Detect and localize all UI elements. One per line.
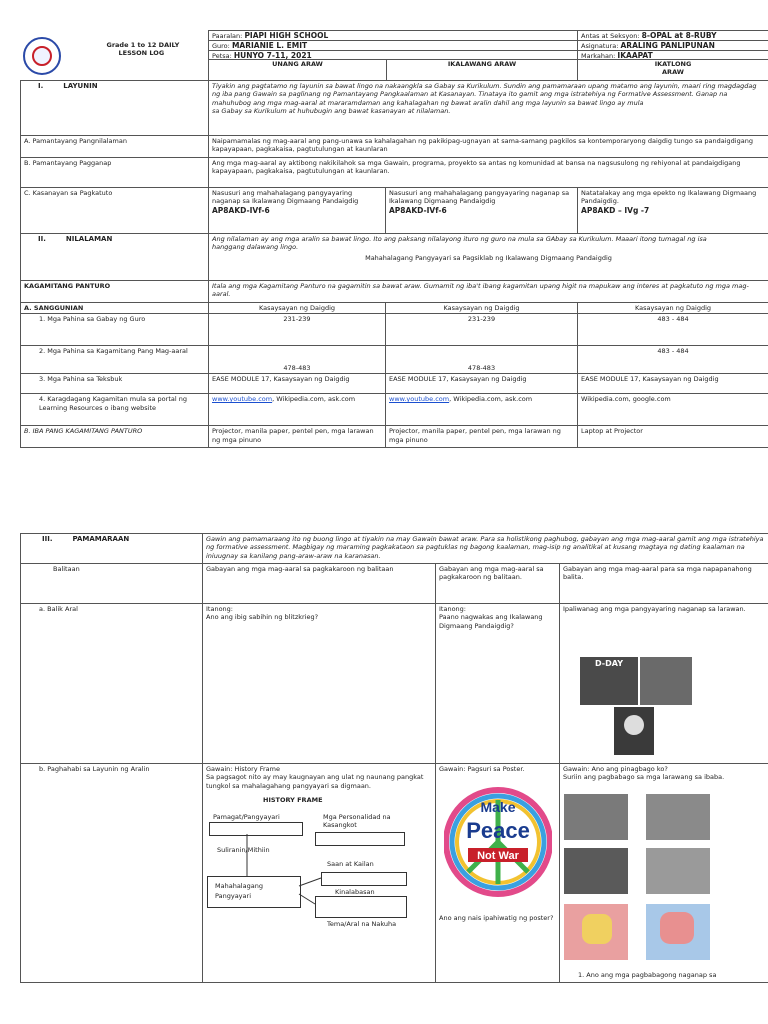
header-title-line1: Grade 1 to 12 DAILY — [106, 40, 180, 49]
iba-label: B. IBA PANG KAGAMITANG PANTURO — [21, 426, 209, 448]
frame-pamagat: Pamagat/Pangyayari — [213, 813, 280, 821]
class-info-cell: Antas at Seksyon: 8-OPAL at 8-RUBY Asignatura: ARALING PANLIPUNAN Markahan: IKAAPAT IKATLONG ARAW — [578, 31, 768, 81]
sanggunian-book-day1: Kasaysayan ng Daigdig — [209, 303, 386, 314]
kagamitan-text: Itala ang mga Kagamitang Panturo na gagamitin sa bawat araw. Gumamit ng iba't ibang kagamitan upang higit na mapukaw ang interes at pagkatuto ng mga mag-aaral. — [209, 281, 768, 303]
header-title-line2: LESSON LOG — [118, 48, 165, 57]
guro-value: MARIANIE L. EMIT — [231, 41, 308, 50]
frame-kinalabasan: Kinalabasan — [335, 888, 375, 896]
day1-header: UNANG ARAW — [209, 60, 387, 80]
day2-header: IKALAWANG ARAW — [447, 60, 517, 68]
dagdag-day1: www.youtube.com, Wikipedia.com, ask.com — [209, 394, 386, 426]
poster-question: Ano ang nais ipahiwatig ng poster? — [439, 914, 554, 922]
city-before-photo — [564, 794, 628, 840]
iba-day2: Projector, manila paper, pentel pen, mga larawan ng mga pinuno — [386, 426, 578, 448]
city-ruins-photo — [646, 794, 710, 840]
sanggunian-book-day2: Kasaysayan ng Daigdig — [386, 303, 578, 314]
frame-arrows — [203, 764, 436, 983]
teksbuk-day1: EASE MODULE 17, Kasaysayan ng Daigdig — [209, 374, 386, 394]
lesson-log-table-bottom — [20, 533, 768, 983]
kasanayan-day3: Natatalakay ang mga epekto ng Ikalawang Digmaang Pandaigdig. AP8AKD – IVg -7 — [578, 188, 768, 234]
poster-not-war: Not War — [477, 850, 519, 862]
paghahabi-label: b. Paghahabi sa Layunin ng Aralin — [21, 764, 203, 983]
bomb-cloud-photo — [614, 707, 654, 755]
kagamitan-pahina-label: 2. Mga Pahina sa Kagamitang Pang Mag-aaral — [21, 346, 209, 374]
europe-map-after — [646, 904, 710, 960]
nilalaman-heading: II. NILALAMAN — [21, 234, 209, 281]
layunin-text: Tiyakin ang pagtatamo ng layunin sa bawat lingo na nakaangkla sa Gabay sa Kurikulum. Sundin ang pamamaraan upang matamo ang layunin, maari ring magdagdag ng iba pang Gawain sa paglinang ng Pamantayang Pangkaalaman at Kasanayan. Tinataya ito gamit ang mga istratehiya ng Formative Assessment. Ganap na mahuhubog ang mga mag-aaral at mararamdaman ang kahalagahan ng bawat aralin dahil ang mga layunin sa bawat lingo ay mula sa Gabay sa Kurikulum at huhubugin ang bawat kasanayan at nilalaman. — [209, 81, 768, 136]
europe-map-before — [564, 904, 628, 960]
youtube-link[interactable]: www.youtube.com — [389, 395, 450, 404]
petsa-value: HUNYO 7-11, 2021 — [233, 51, 312, 60]
kasanayan-day2: Nasusuri ang mahahalagang pangyayaring naganap sa Ikalawang Digmaang Pandaigdig AP8AKD-IVf-6 — [386, 188, 578, 234]
soldiers-photo — [640, 657, 692, 705]
iba-day3: Laptop at Projector — [578, 426, 768, 448]
frame-tema: Tema/Aral na Nakuha — [327, 920, 397, 928]
dagdag-day2: www.youtube.com, Wikipedia.com, ask.com — [386, 394, 578, 426]
pamamaraan-text: Gawin ang pamamaraang ito ng buong lingo at tiyakin na may Gawain bawat araw. Para sa holistikong paghubog, gabayan ang mga mag-aaral gamit ang mga istratehiya ng formative assessment. Magbigay ng maraming pagkakataon sa pagtuklas ng bagong kaalaman, mag-isip ng analitikal at kusang magtaya ng dating kaalaman na iniuugnay sa kanilang pang-araw-araw na karanasan. — [203, 534, 768, 564]
dday-photo: D-DAY — [580, 657, 638, 705]
pangnilalaman-label: A. Pamantayang Pangnilalaman — [21, 136, 209, 158]
teksbuk-day2: EASE MODULE 17, Kasaysayan ng Daigdig — [386, 374, 578, 394]
balitaan-label: Balitaan — [21, 564, 203, 604]
balitaan-day1: Gabayan ang mga mag-aaral sa pagkakaroon ng balitaan — [203, 564, 436, 604]
frame-mahalaga: Mahahalagang Pangyayari — [215, 882, 263, 901]
paghahabi-question: 1. Ano ang mga pagbabagong naganap sa — [578, 971, 717, 979]
poster-make: Make — [480, 799, 516, 815]
pangnilalaman-text: Naipamamalas ng mag-aaral ang pang-unawa sa kahalagahan ng pakikipag-ugnayan at sama-samang pagkilos sa kontemporaryong daigdig tungo sa pandaigdigang kapayapaan, pagkakaisa, pagtutulungan at kaunlaran — [209, 136, 768, 158]
history-frame-title: HISTORY FRAME — [263, 796, 323, 804]
gabay-day2: 231-239 — [386, 314, 578, 346]
paghahabi-day3: Gawain: Ano ang pinagbago ko? Suriin ang pagbabago sa mga larawang sa ibaba. 1. Ano ang mga pagbabagong naganap sa — [560, 764, 768, 983]
day3-header: IKATLONG ARAW — [654, 60, 692, 77]
teksbuk-day3: EASE MODULE 17, Kasaysayan ng Daigdig — [578, 374, 768, 394]
markahan-value: IKAAPAT — [617, 51, 653, 60]
paghahabi-day1: Gawain: History Frame Sa pagsagot nito ay may kaugnayan ang ulat ng naunang pangkat tungkol sa mahalagahang pangyayari sa digmaan. HISTORY FRAME Pamagat/Pangyayari Mga Personalidad na Kasangkot Suliranin/Mithiin Saan at Kailan Mahahalagang Pangyayari Kinalabasan Tema/Aral na Nakuha — [203, 764, 436, 983]
iba-day1: Projector, manila paper, pentel pen, mga larawan ng mga pinuno — [209, 426, 386, 448]
dagdag-label: 4. Karagdagang Kagamitan mula sa portal ng Learning Resources o ibang website — [21, 394, 209, 426]
poster-peace: Peace — [466, 818, 530, 843]
layunin-heading: I. LAYUNIN — [21, 81, 209, 136]
balik-aral-day3: Ipaliwanag ang mga pangyayaring naganap sa larawan. D-DAY — [560, 604, 768, 764]
paghahabi-day2: Gawain: Pagsuri sa Poster. Make Peace Not War Ano ang nais ipahiwatig ng poster? — [436, 764, 560, 983]
dagdag-day3: Wikipedia.com, google.com — [578, 394, 768, 426]
gabay-day3: 483 - 484 — [578, 314, 768, 346]
school-info-cell: Paaralan: PIAPI HIGH SCHOOL Guro: MARIANIE L. EMIT Petsa: HUNYO 7-11, 2021 UNANG ARAW IKALAWANG ARAW — [209, 31, 578, 81]
balik-aral-day1: Itanong: Ano ang ibig sabihin ng blitzkrieg? — [203, 604, 436, 764]
nilalaman-text: Ang nilalaman ay ang mga aralin sa bawat lingo. Ito ang paksang nilalayong ituro ng guro na mula sa GAbay sa Kurikulum. Maaari itong tumagal ng isa hanggang dalawang lingo. Mahahalagang Pangyayari sa Pagsiklab ng Ikalawang Digmaang Pandaigdig — [209, 234, 768, 281]
frame-suliranin: Suliranin/Mithiin — [217, 846, 270, 854]
pamamaraan-heading: III. PAMAMARAAN — [21, 534, 203, 564]
pagganap-label: B. Pamantayang Pagganap — [21, 158, 209, 188]
frame-personalidad: Mga Personalidad na Kasangkot — [323, 813, 391, 830]
deped-seal-icon — [23, 37, 61, 75]
balitaan-day3: Gabayan ang mga mag-aaral para sa mga napapanahong balita. — [560, 564, 768, 604]
kagamitan-pahina-day3: 483 - 484 — [578, 346, 768, 374]
kagamitan-heading: KAGAMITANG PANTURO — [21, 281, 209, 303]
frame-saan: Saan at Kailan — [327, 860, 374, 868]
kagamitan-pahina-day2: 478-483 — [386, 346, 578, 374]
crowd-photo — [564, 848, 628, 894]
paaralan-value: PIAPI HIGH SCHOOL — [244, 31, 329, 40]
peace-poster-image — [444, 786, 552, 898]
gabay-label: 1. Mga Pahina sa Gabay ng Guro — [21, 314, 209, 346]
pagganap-text: Ang mga mag-aaral ay aktibong nakikilahok sa mga Gawain, programa, proyekto sa antas ng komunidad at bansa na nagsusulong ng rehiyonal at pandaigdigang kapayapaan, pagkakaisa, pagtutulungan at kaunlaran. — [209, 158, 768, 188]
balik-aral-day2: Itanong: Paano nagwakas ang Ikalawang Digmaang Pandaigdig? — [436, 604, 560, 764]
nilalaman-topic: Mahahalagang Pangyayari sa Pagsiklab ng Ikalawang Digmaang Pandaigdig — [365, 253, 612, 262]
gabay-day1: 231-239 — [209, 314, 386, 346]
kasanayan-label: C. Kasanayan sa Pagkatuto — [21, 188, 209, 234]
antas-value: 8-OPAL at 8-RUBY — [641, 31, 717, 40]
asignatura-value: ARALING PANLIPUNAN — [620, 41, 715, 50]
balik-aral-label: a. Balik Aral — [21, 604, 203, 764]
sanggunian-book-day3: Kasaysayan ng Daigdig — [578, 303, 768, 314]
sanggunian-heading: A. SANGGUNIAN — [21, 303, 209, 314]
kasanayan-day1: Nasusuri ang mahahalagang pangyayaring naganap sa Ikalawang Digmaang Pandaigdig AP8AKD-IVf-6 — [209, 188, 386, 234]
youtube-link[interactable]: www.youtube.com — [212, 395, 273, 404]
kagamitan-pahina-day1: 478-483 — [209, 346, 386, 374]
balitaan-day2: Gabayan ang mga mag-aaral sa pagkakaroon ng balitaan. — [436, 564, 560, 604]
lesson-log-table-top — [20, 30, 768, 448]
header-title-cell — [21, 31, 209, 81]
teksbuk-label: 3. Mga Pahina sa Teksbuk — [21, 374, 209, 394]
destruction-photo — [646, 848, 710, 894]
